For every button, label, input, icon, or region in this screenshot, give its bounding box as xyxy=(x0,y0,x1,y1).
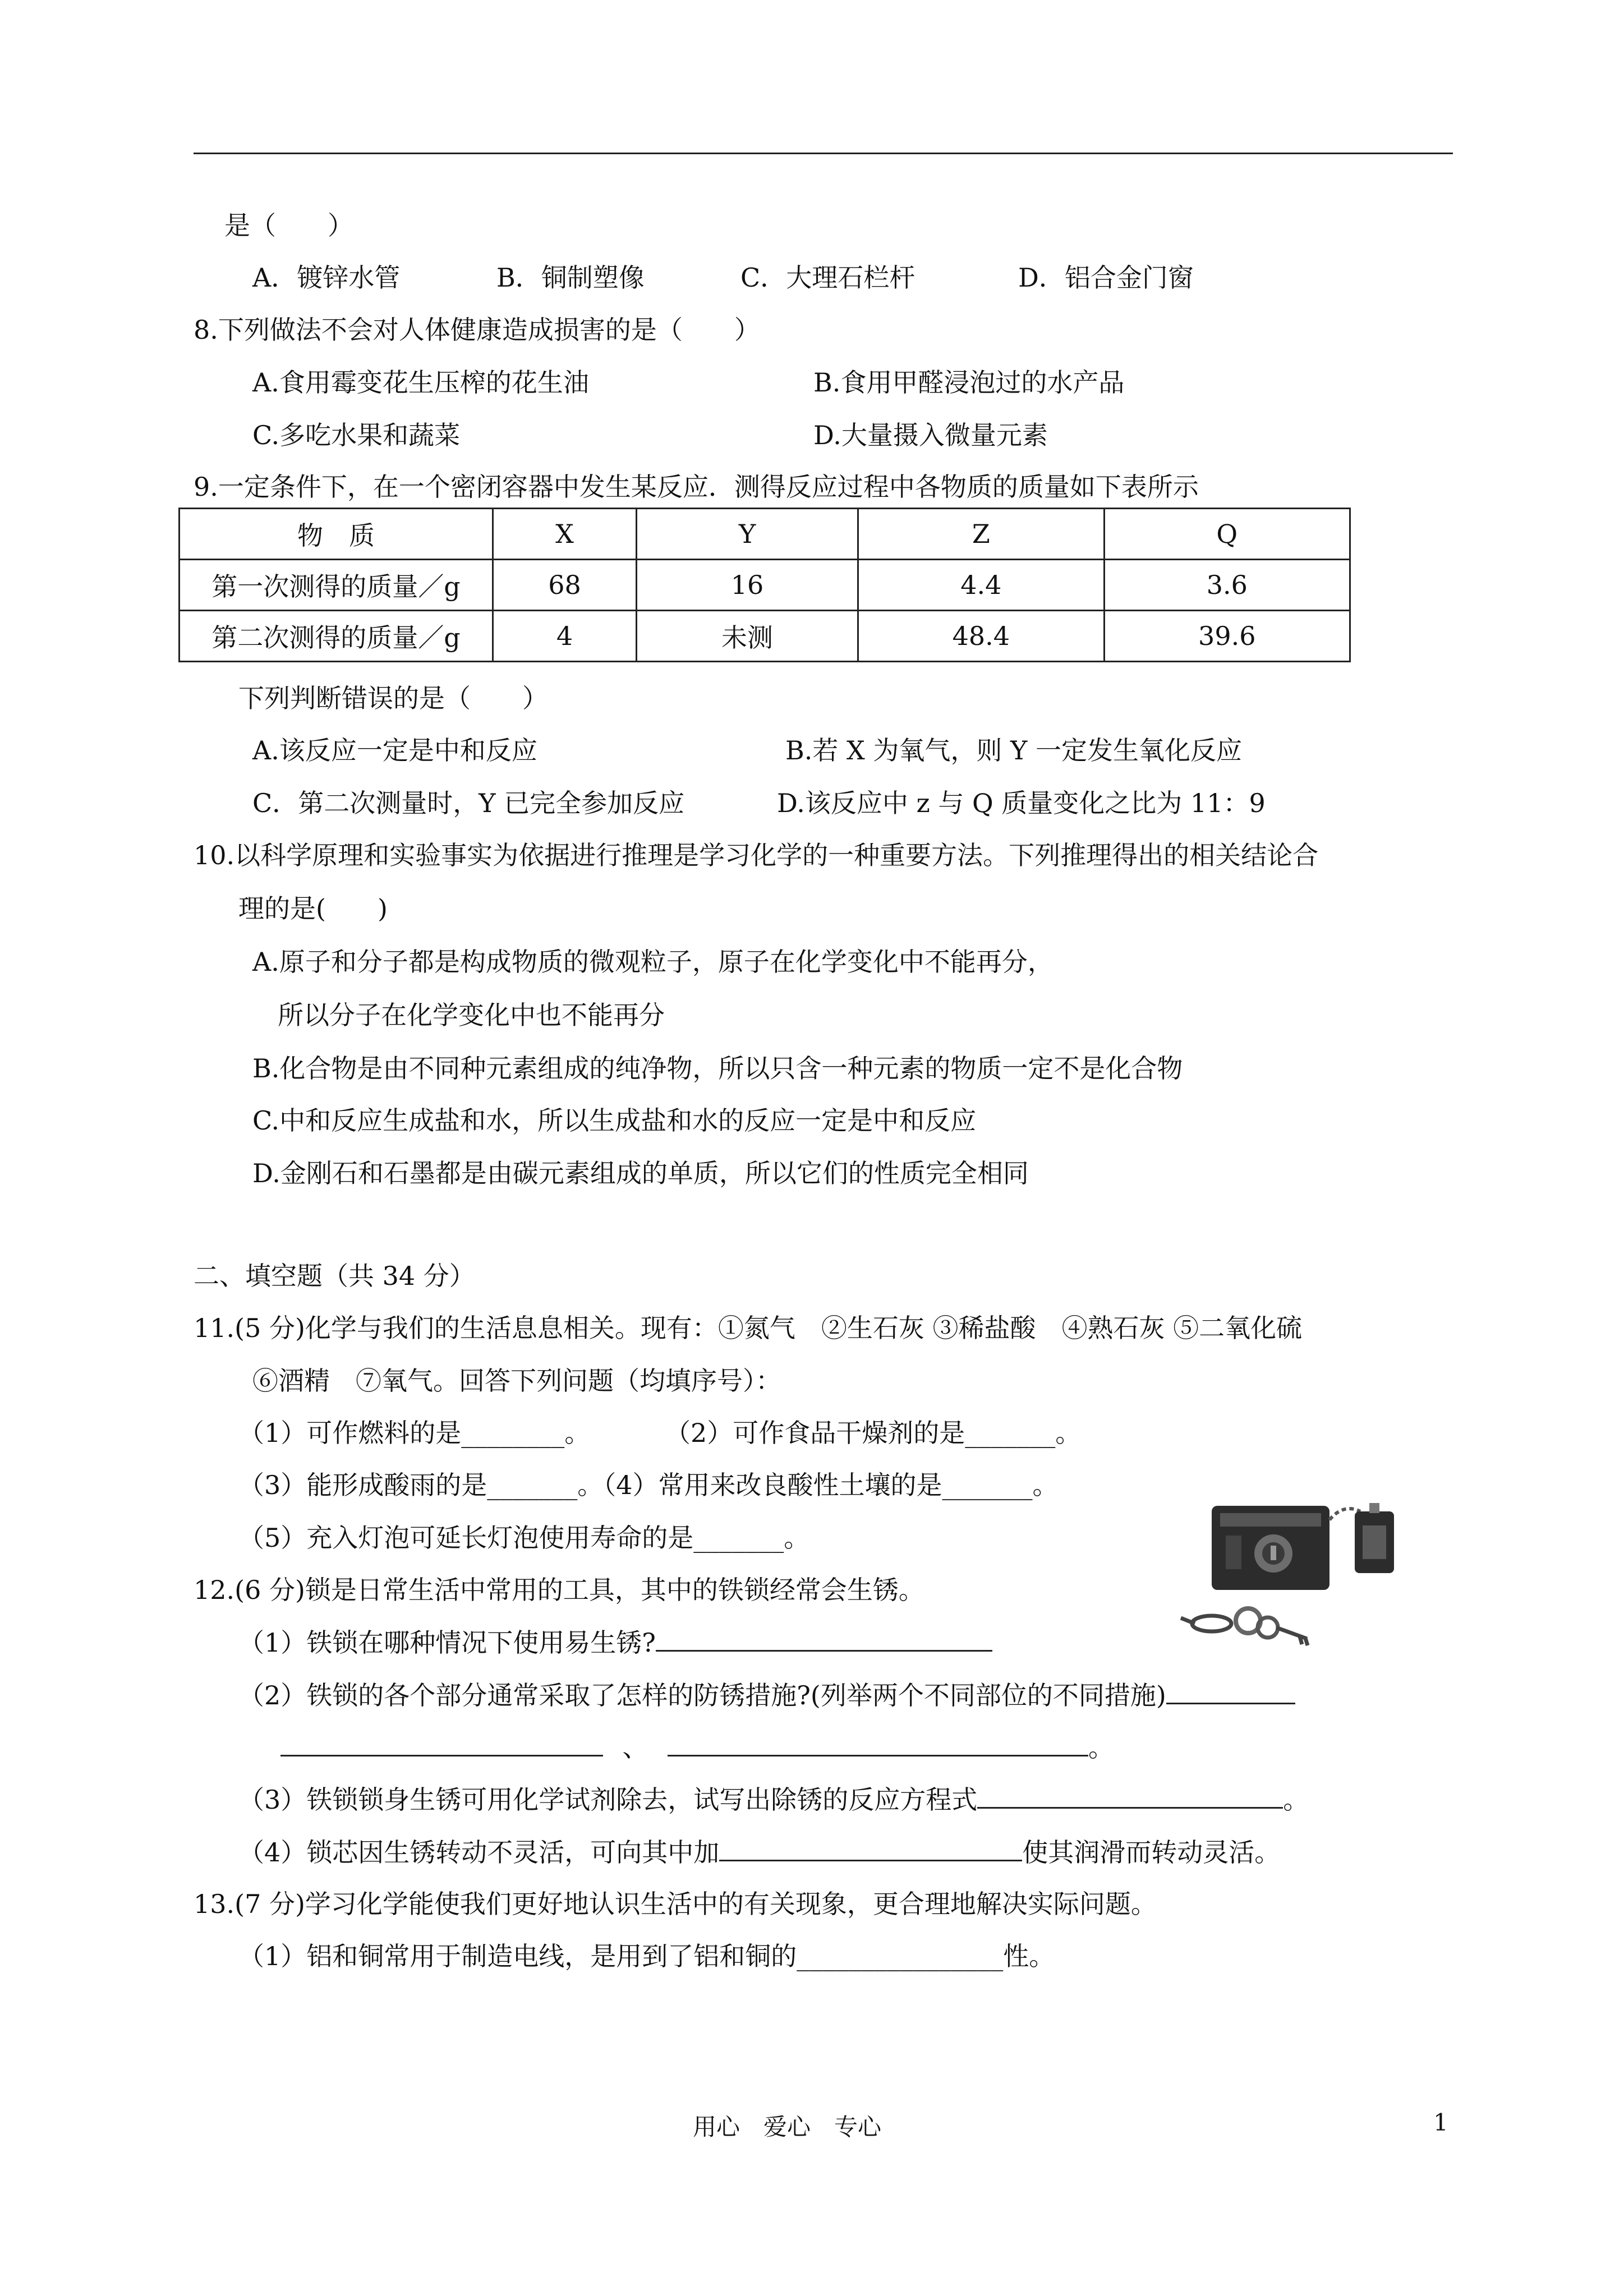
q8-stem: 8.下列做法不会对人体健康造成损害的是（ ） xyxy=(194,315,760,345)
answer-blank[interactable] xyxy=(719,1835,1022,1861)
q12-part4 xyxy=(238,1835,1280,1869)
q12-part2 xyxy=(238,1678,1295,1712)
q12-part2-answers xyxy=(280,1730,1114,1764)
q11-stem-line1: 11.(5 分)化学与我们的生活息息相关。现有：①氮气 ②生石灰 ③稀盐酸 ④熟石灰 ⑤二氧化硫 xyxy=(194,1313,1303,1343)
table-cell: 未测 xyxy=(636,611,858,662)
q13-part1: （1）铝和铜常用于制造电线，是用到了铝和铜的________________性。 xyxy=(238,1941,1055,1971)
q12-part2-text: （2）铁锁的各个部分通常采取了怎样的防锈措施?(列举两个不同部位的不同措施) xyxy=(238,1680,1166,1711)
table-cell: 68 xyxy=(493,560,637,611)
q10-stem-line2: 理的是( ) xyxy=(238,893,388,924)
padlock-image xyxy=(1170,1481,1405,1649)
q12-stem: 12.(6 分)锁是日常生活中常用的工具，其中的铁锁经常会生锈。 xyxy=(194,1575,924,1605)
mass-table xyxy=(178,508,1351,662)
q8-option-c: C.多吃水果和蔬菜 xyxy=(252,420,461,450)
table-cell: 16 xyxy=(636,560,858,611)
table-header-cell: Z xyxy=(858,509,1104,560)
q7-option-c: C．大理石栏杆 xyxy=(740,262,915,293)
q12-part3-text: （3）铁锁锁身生锈可用化学试剂除去，试写出除锈的反应方程式 xyxy=(238,1785,978,1815)
q7-tail: 是（ ） xyxy=(224,210,353,241)
table-header-cell: Y xyxy=(636,509,858,560)
table-header-row xyxy=(180,509,1350,560)
q11-stem-line2: ⑥酒精 ⑦氧气。回答下列问题（均填序号）： xyxy=(252,1366,781,1396)
q10-option-b: B.化合物是由不同种元素组成的纯净物，所以只含一种元素的物质一定不是化合物 xyxy=(252,1053,1183,1084)
q8-option-b: B.食用甲醛浸泡过的水产品 xyxy=(813,367,1125,398)
q11-part3-4: （3）能形成酸雨的是_______。（4）常用来改良酸性土壤的是_______。 xyxy=(238,1470,1059,1500)
q9-option-a: A.该反应一定是中和反应 xyxy=(252,735,537,766)
q7-option-b: B．铜制塑像 xyxy=(496,262,645,293)
q12-part4-end: 使其润滑而转动灵活。 xyxy=(1022,1837,1281,1868)
table-header-cell: X xyxy=(493,509,637,560)
separator: 、 xyxy=(622,1732,648,1763)
q11-part1: （1）可作燃料的是________。 xyxy=(238,1418,591,1448)
table-cell: 48.4 xyxy=(858,611,1104,662)
q7-option-a: A．镀锌水管 xyxy=(252,262,401,293)
table-row xyxy=(180,560,1350,611)
q11-part2: （2）可作食品干燥剂的是_______。 xyxy=(665,1418,1082,1448)
table-cell: 4.4 xyxy=(858,560,1104,611)
q9-question: 下列判断错误的是（ ） xyxy=(238,683,548,713)
q11-part5: （5）充入灯泡可延长灯泡使用寿命的是_______。 xyxy=(238,1523,810,1553)
q9-option-b: B.若 X 为氧气，则 Y 一定发生氧化反应 xyxy=(785,735,1243,766)
q7-option-d: D．铝合金门窗 xyxy=(1018,262,1194,293)
q13-stem: 13.(7 分)学习化学能使我们更好地认识生活中的有关现象，更合理地解决实际问题。 xyxy=(194,1889,1157,1919)
q10-option-a-line1: A.原子和分子都是构成物质的微观粒子，原子在化学变化中不能再分， xyxy=(252,947,1053,977)
footer-motto: 用心 爱心 专心 xyxy=(693,2113,882,2141)
period: 。 xyxy=(1283,1785,1309,1815)
answer-blank[interactable] xyxy=(668,1730,1088,1756)
q9-option-d: D.该反应中 z 与 Q 质量变化之比为 11：9 xyxy=(777,788,1266,818)
table-header-cell: 物 质 xyxy=(180,509,493,560)
q12-part4-text: （4）锁芯因生锈转动不灵活，可向其中加 xyxy=(238,1837,720,1868)
header-rule xyxy=(194,153,1453,154)
q10-option-d: D.金刚石和石墨都是由碳元素组成的单质，所以它们的性质完全相同 xyxy=(252,1158,1029,1188)
table-cell: 第一次测得的质量／g xyxy=(180,560,493,611)
answer-blank[interactable] xyxy=(656,1625,992,1652)
table-cell: 3.6 xyxy=(1104,560,1350,611)
q12-part1-text: （1）铁锁在哪种情况下使用易生锈? xyxy=(238,1628,656,1658)
period: 。 xyxy=(1088,1732,1114,1763)
q10-option-a-line2: 所以分子在化学变化中也不能再分 xyxy=(278,1000,665,1030)
q10-stem-line1: 10.以科学原理和实验事实为依据进行推理是学习化学的一种重要方法。下列推理得出的相关结论合 xyxy=(194,840,1319,870)
answer-blank[interactable] xyxy=(977,1782,1283,1809)
table-cell: 39.6 xyxy=(1104,611,1350,662)
q8-option-a: A.食用霉变花生压榨的花生油 xyxy=(252,367,589,398)
answer-blank[interactable] xyxy=(280,1730,603,1756)
q9-option-c: C．第二次测量时，Y 已完全参加反应 xyxy=(252,788,685,818)
q12-part1 xyxy=(238,1625,992,1659)
table-row xyxy=(180,611,1350,662)
q12-part3 xyxy=(238,1782,1309,1816)
answer-blank[interactable] xyxy=(1166,1678,1295,1704)
q8-option-d: D.大量摄入微量元素 xyxy=(813,420,1048,450)
table-cell: 第二次测得的质量／g xyxy=(180,611,493,662)
table-header-cell: Q xyxy=(1104,509,1350,560)
page-number: 1 xyxy=(1433,2109,1448,2136)
table-cell: 4 xyxy=(493,611,637,662)
q10-option-c: C.中和反应生成盐和水，所以生成盐和水的反应一定是中和反应 xyxy=(252,1105,977,1136)
q9-stem: 9.一定条件下，在一个密闭容器中发生某反应．测得反应过程中各物质的质量如下表所示 xyxy=(194,472,1199,502)
section-title: 二、填空题（共 34 分） xyxy=(194,1261,475,1291)
